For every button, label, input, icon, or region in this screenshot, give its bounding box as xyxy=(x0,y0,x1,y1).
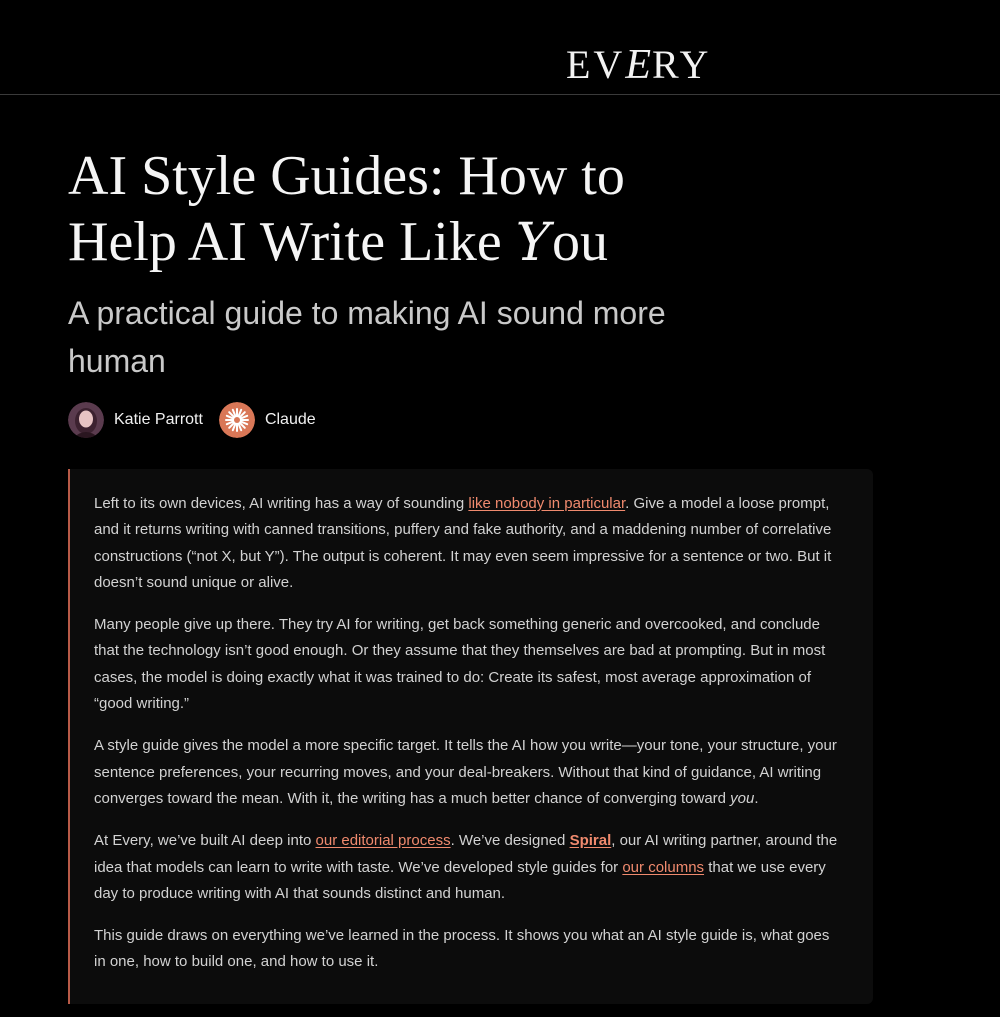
logo-prefix: EV xyxy=(566,42,626,87)
intro-paragraph-3 xyxy=(94,733,843,812)
person-avatar xyxy=(68,402,104,438)
title-line-2-end: ou xyxy=(552,211,609,273)
text-run: that we use every day to produce writing with AI that sounds distinct and human. xyxy=(94,858,826,902)
article-intro xyxy=(68,469,873,1004)
title-line-1: AI Style Guides: How to xyxy=(68,145,625,207)
intro-paragraph-1 xyxy=(94,491,843,596)
intro-paragraph-4 xyxy=(94,828,843,907)
logo-script-letter: E xyxy=(625,42,652,88)
link-our-editorial-process[interactable]: our editorial process xyxy=(315,832,451,850)
article-subtitle: A practical guide to making AI sound more human xyxy=(68,295,666,379)
site-header xyxy=(0,0,1000,95)
intro-paragraph-5: This guide draws on everything we’ve learned in the process. It shows you what an AI style guide is, what goes in one, how to build one, and how to use it. xyxy=(94,927,830,971)
author-name: Katie Parrott xyxy=(114,411,203,428)
title-line-2-start: Help AI Write Like xyxy=(68,211,516,273)
claude-starburst-icon xyxy=(219,402,255,438)
title-script-letter: Y xyxy=(515,213,551,273)
link-our-columns[interactable]: our columns xyxy=(622,858,705,876)
text-run: Left to its own devices, AI writing has a way of sounding xyxy=(94,495,469,512)
author-claude[interactable] xyxy=(219,402,316,438)
text-run: . Give a model a loose prompt, and it returns writing with canned transitions, puffery and fake authority, and a maddening number of correlative constructions (“not X, but Y”). The output is coherent. It may even seem impressive for a sentence or two. But it doesn’t sound unique or alive. xyxy=(94,495,832,591)
author-list xyxy=(68,401,332,439)
text-run: At Every, we’ve built AI deep into xyxy=(94,832,316,850)
logo-suffix: RY xyxy=(651,42,712,87)
text-run: A style guide gives the model a more specific target. It tells the AI how you write—your tone, your structure, your sentence preferences, your recurring moves, and your deal-breakers. Without that kind of guidance, AI writing converges toward the mean. With it, the writing has a much better chance of converging toward xyxy=(94,737,837,807)
article-title xyxy=(68,143,768,276)
emphasis-you: you xyxy=(730,789,755,807)
text-run: , our AI writing partner, around the idea that models can learn to write with taste. We’ve developed style guides for xyxy=(94,832,838,876)
intro-paragraph-2: Many people give up there. They try AI for writing, get back something generic and overcooked, and conclude that the technology isn’t good enough. Or they assume that they themselves are bad at prompting. But in most cases, the model is doing exactly what it was trained to do: Create its safest, most average approximation of “good writing.” xyxy=(94,616,826,713)
link-spiral[interactable]: Spiral xyxy=(569,832,612,850)
author-katie-parrott[interactable] xyxy=(68,402,203,438)
author-name: Claude xyxy=(264,411,316,428)
text-run: . We’ve designed xyxy=(450,832,570,850)
text-run: . xyxy=(754,789,759,807)
every-logo[interactable] xyxy=(566,44,711,86)
link-like-nobody-in-particular[interactable]: like nobody in particular xyxy=(468,495,626,512)
